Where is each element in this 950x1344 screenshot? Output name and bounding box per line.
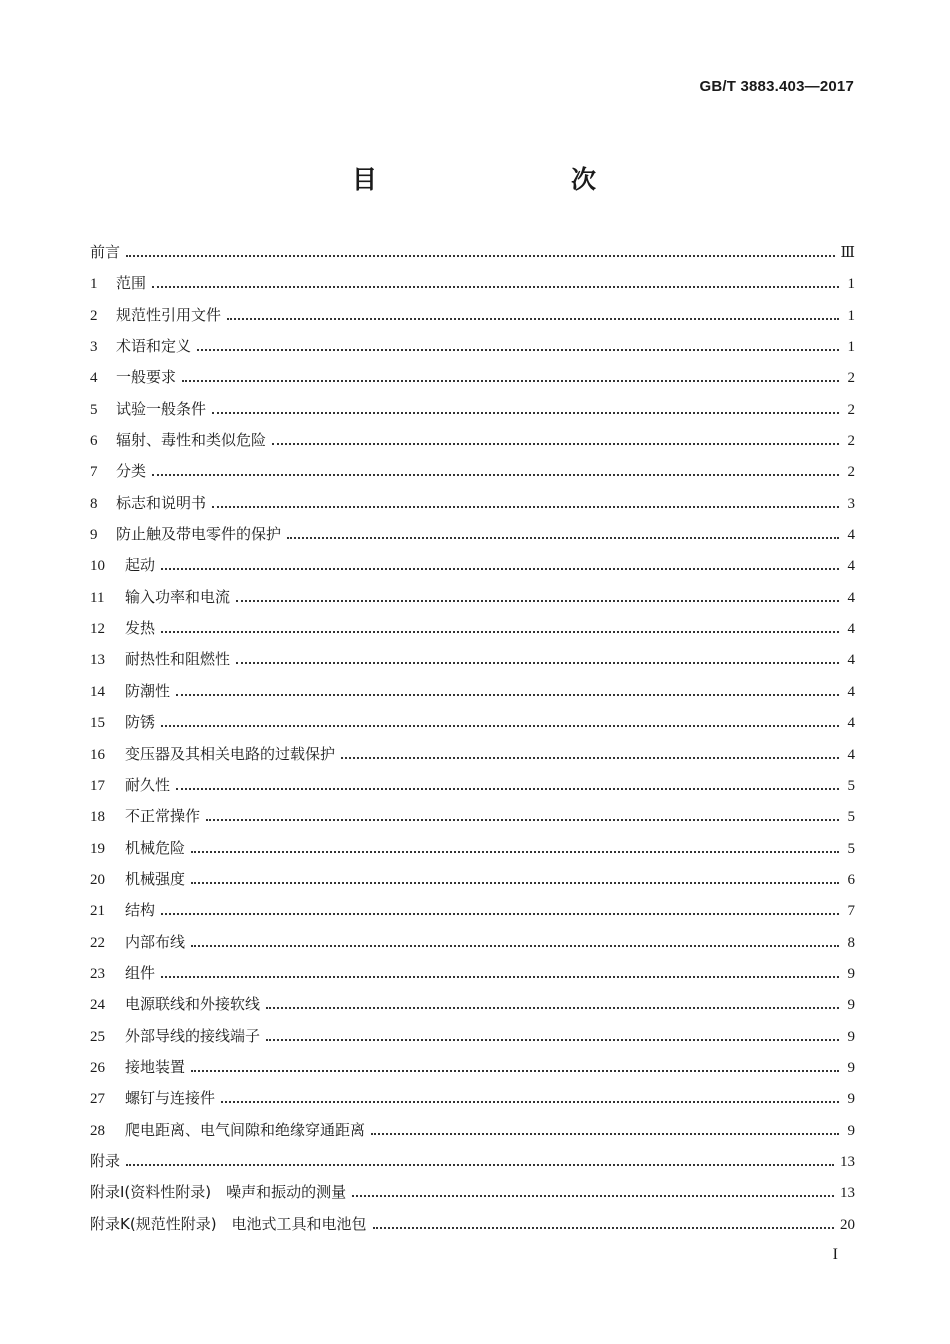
toc-entry-number: 1: [90, 276, 98, 293]
toc-entry[interactable]: [90, 617, 855, 648]
toc-dot-leader: [126, 1164, 834, 1166]
toc-entry-label: 机械危险: [125, 838, 186, 857]
toc-dot-leader: [212, 506, 839, 508]
toc-entry-number: 11: [90, 589, 105, 606]
toc-dot-leader: [373, 1227, 834, 1229]
toc-entry[interactable]: [90, 648, 855, 679]
toc-entry-number: 16: [90, 746, 105, 763]
toc-entry-page: 9: [847, 965, 855, 982]
toc-entry[interactable]: [90, 429, 855, 460]
toc-dot-leader: [236, 662, 839, 664]
toc-entry-number: 12: [90, 621, 105, 638]
toc-entry-number: 17: [90, 777, 105, 794]
toc-entry[interactable]: [90, 711, 855, 742]
toc-entry-number: 18: [90, 809, 105, 826]
toc-dot-leader: [236, 600, 839, 602]
toc-entry-page: Ⅲ: [840, 245, 855, 261]
toc-entry-label: 机械强度: [125, 869, 186, 888]
toc-dot-leader: [371, 1133, 839, 1135]
toc-entry-number: 22: [90, 934, 105, 951]
toc-entry-page: 1: [847, 307, 855, 324]
toc-entry-number: 9: [90, 527, 98, 544]
toc-dot-leader: [206, 819, 839, 821]
toc-entry[interactable]: [90, 523, 855, 554]
toc-entry-page: 5: [847, 777, 855, 794]
toc-entry-page: 2: [847, 433, 855, 450]
toc-dot-leader: [126, 255, 835, 257]
toc-entry[interactable]: [90, 335, 855, 366]
toc-entry[interactable]: [90, 586, 855, 617]
toc-entry-label: 试验一般条件: [116, 399, 207, 418]
toc-entry-label: 输入功率和电流: [125, 587, 231, 606]
toc-entry-page: 13: [840, 1185, 855, 1202]
toc-entry-page: 4: [847, 652, 855, 669]
toc-entry[interactable]: [90, 680, 855, 711]
toc-entry[interactable]: [90, 272, 855, 303]
toc-entry-label: 内部布线: [125, 932, 186, 951]
toc-entry-label: 耐久性: [125, 775, 171, 794]
toc-entry-label: 分类: [116, 462, 147, 481]
toc-entry-page: 4: [847, 589, 855, 606]
toc-entry-label: 标志和说明书: [116, 493, 207, 512]
toc-entry-page: 3: [847, 495, 855, 512]
standard-code: GB/T 3883.403—2017: [699, 78, 854, 95]
toc-entry-number: 26: [90, 1059, 105, 1076]
toc-entry[interactable]: [90, 1025, 855, 1056]
toc-dot-leader: [212, 412, 839, 414]
toc-entry-number: 3: [90, 339, 98, 356]
toc-entry[interactable]: [90, 398, 855, 429]
toc-entry-page: 4: [847, 527, 855, 544]
toc-entry-label: 附录K(规范性附录) 电池式工具和电池包: [90, 1214, 367, 1233]
toc-entry-label: 组件: [125, 963, 156, 982]
toc-entry[interactable]: [90, 774, 855, 805]
toc-entry-label: 防止触及带电零件的保护: [116, 525, 282, 544]
toc-entry-label: 外部导线的接线端子: [125, 1026, 261, 1045]
toc-entry-page: 4: [847, 715, 855, 732]
toc-entry-number: 10: [90, 558, 105, 575]
toc-entry-page: 13: [840, 1153, 855, 1170]
toc-entry-page: 9: [847, 997, 855, 1014]
toc-entry-page: 9: [847, 1122, 855, 1139]
toc-entry[interactable]: [90, 460, 855, 491]
toc-entry[interactable]: [90, 1150, 855, 1181]
toc-entry-number: 27: [90, 1091, 105, 1108]
toc-entry[interactable]: [90, 931, 855, 962]
toc-entry-page: 9: [847, 1028, 855, 1045]
toc-entry[interactable]: [90, 993, 855, 1024]
toc-dot-leader: [176, 694, 839, 696]
toc-entry-label: 耐热性和阻燃性: [125, 650, 231, 669]
toc-dot-leader: [272, 443, 839, 445]
toc-dot-leader: [161, 631, 839, 633]
toc-dot-leader: [227, 318, 839, 320]
toc-entry-number: 4: [90, 370, 98, 387]
toc-entry-label: 电源联线和外接软线: [125, 995, 261, 1014]
page-number: I: [832, 1246, 838, 1263]
toc-entry-label: 爬电距离、电气间隙和绝缘穿通距离: [125, 1120, 366, 1139]
toc-entry-page: 8: [847, 934, 855, 951]
toc-dot-leader: [191, 1070, 839, 1072]
toc-entry-label: 范围: [116, 274, 147, 293]
toc-entry-page: 5: [847, 840, 855, 857]
toc-dot-leader: [161, 913, 839, 915]
toc-entry[interactable]: [90, 1087, 855, 1118]
toc-entry-page: 1: [847, 339, 855, 356]
toc-entry-number: 13: [90, 652, 105, 669]
toc-entry-number: 24: [90, 997, 105, 1014]
toc-entry-page: 4: [847, 746, 855, 763]
toc-entry[interactable]: [90, 241, 855, 272]
toc-entry[interactable]: [90, 837, 855, 868]
toc-dot-leader: [287, 537, 839, 539]
toc-entry-page: 7: [847, 903, 855, 920]
toc-entry-label: 规范性引用文件: [116, 305, 222, 324]
toc-entry-number: 20: [90, 871, 105, 888]
toc-entry-label: 接地装置: [125, 1057, 186, 1076]
toc-entry-page: 4: [847, 558, 855, 575]
toc-entry[interactable]: [90, 899, 855, 930]
toc-dot-leader: [352, 1195, 834, 1197]
toc-entry[interactable]: [90, 554, 855, 585]
toc-entry[interactable]: [90, 743, 855, 774]
toc-dot-leader: [191, 882, 839, 884]
toc-entry-number: 15: [90, 715, 105, 732]
toc-entry[interactable]: [90, 962, 855, 993]
toc-dot-leader: [152, 286, 839, 288]
toc-dot-leader: [161, 568, 839, 570]
toc-entry-number: 28: [90, 1122, 105, 1139]
toc-dot-leader: [191, 851, 839, 853]
toc-dot-leader: [161, 725, 839, 727]
toc-entry-number: 25: [90, 1028, 105, 1045]
toc-entry-page: 2: [847, 370, 855, 387]
toc-entry-label: 一般要求: [116, 368, 177, 387]
toc-entry[interactable]: [90, 1056, 855, 1087]
toc-entry-label: 附录: [90, 1151, 121, 1170]
toc-title: 目 次: [351, 165, 644, 194]
toc-entry-page: 6: [847, 871, 855, 888]
toc-entry-page: 9: [847, 1059, 855, 1076]
toc-entry-label: 防潮性: [125, 681, 171, 700]
toc-entry[interactable]: [90, 1213, 855, 1244]
toc-entry-label: 螺钉与连接件: [125, 1089, 216, 1108]
toc-entry-page: 4: [847, 683, 855, 700]
toc-entry[interactable]: [90, 1181, 855, 1212]
toc-dot-leader: [161, 976, 839, 978]
toc-entry-label: 术语和定义: [116, 337, 192, 356]
toc-dot-leader: [152, 474, 839, 476]
toc-entry-page: 9: [847, 1091, 855, 1108]
toc-entry-number: 7: [90, 464, 98, 481]
toc-entry[interactable]: [90, 1119, 855, 1150]
toc-entry-number: 5: [90, 401, 98, 418]
toc-entry-number: 8: [90, 495, 98, 512]
toc-entry-page: 20: [840, 1216, 855, 1233]
toc-entry-label: 不正常操作: [125, 807, 201, 826]
toc-entry-label: 附录Ⅰ(资料性附录) 噪声和振动的测量: [90, 1183, 347, 1202]
toc-dot-leader: [191, 945, 839, 947]
toc-entry-number: 6: [90, 433, 98, 450]
toc-entry-number: 14: [90, 683, 105, 700]
toc-dot-leader: [197, 349, 839, 351]
toc-entry-number: 21: [90, 903, 105, 920]
toc-dot-leader: [182, 380, 839, 382]
toc-dot-leader: [341, 757, 839, 759]
toc-entry-page: 2: [847, 401, 855, 418]
toc-entry-page: 1: [847, 276, 855, 293]
toc-entry-page: 4: [847, 621, 855, 638]
toc-entry[interactable]: [90, 492, 855, 523]
toc-entry-number: 2: [90, 307, 98, 324]
toc-entry-number: 23: [90, 965, 105, 982]
toc-entry-page: 5: [847, 809, 855, 826]
toc-entry[interactable]: [90, 868, 855, 899]
toc-entry-label: 防锈: [125, 713, 156, 732]
toc-dot-leader: [176, 788, 839, 790]
toc-entry[interactable]: [90, 304, 855, 335]
toc-entry-label: 起动: [125, 556, 156, 575]
toc-dot-leader: [221, 1101, 839, 1103]
toc-dot-leader: [266, 1007, 839, 1009]
toc-entry-page: 2: [847, 464, 855, 481]
toc-entry-label: 变压器及其相关电路的过载保护: [125, 744, 336, 763]
toc-dot-leader: [266, 1039, 839, 1041]
toc-entry-label: 发热: [125, 619, 156, 638]
toc-entry-number: 19: [90, 840, 105, 857]
toc-entry[interactable]: [90, 805, 855, 836]
toc-entry[interactable]: [90, 366, 855, 397]
table-of-contents: [90, 241, 855, 1244]
toc-entry-label: 辐射、毒性和类似危险: [116, 431, 267, 450]
toc-entry-label: 前言: [90, 243, 121, 261]
toc-entry-label: 结构: [125, 901, 156, 920]
